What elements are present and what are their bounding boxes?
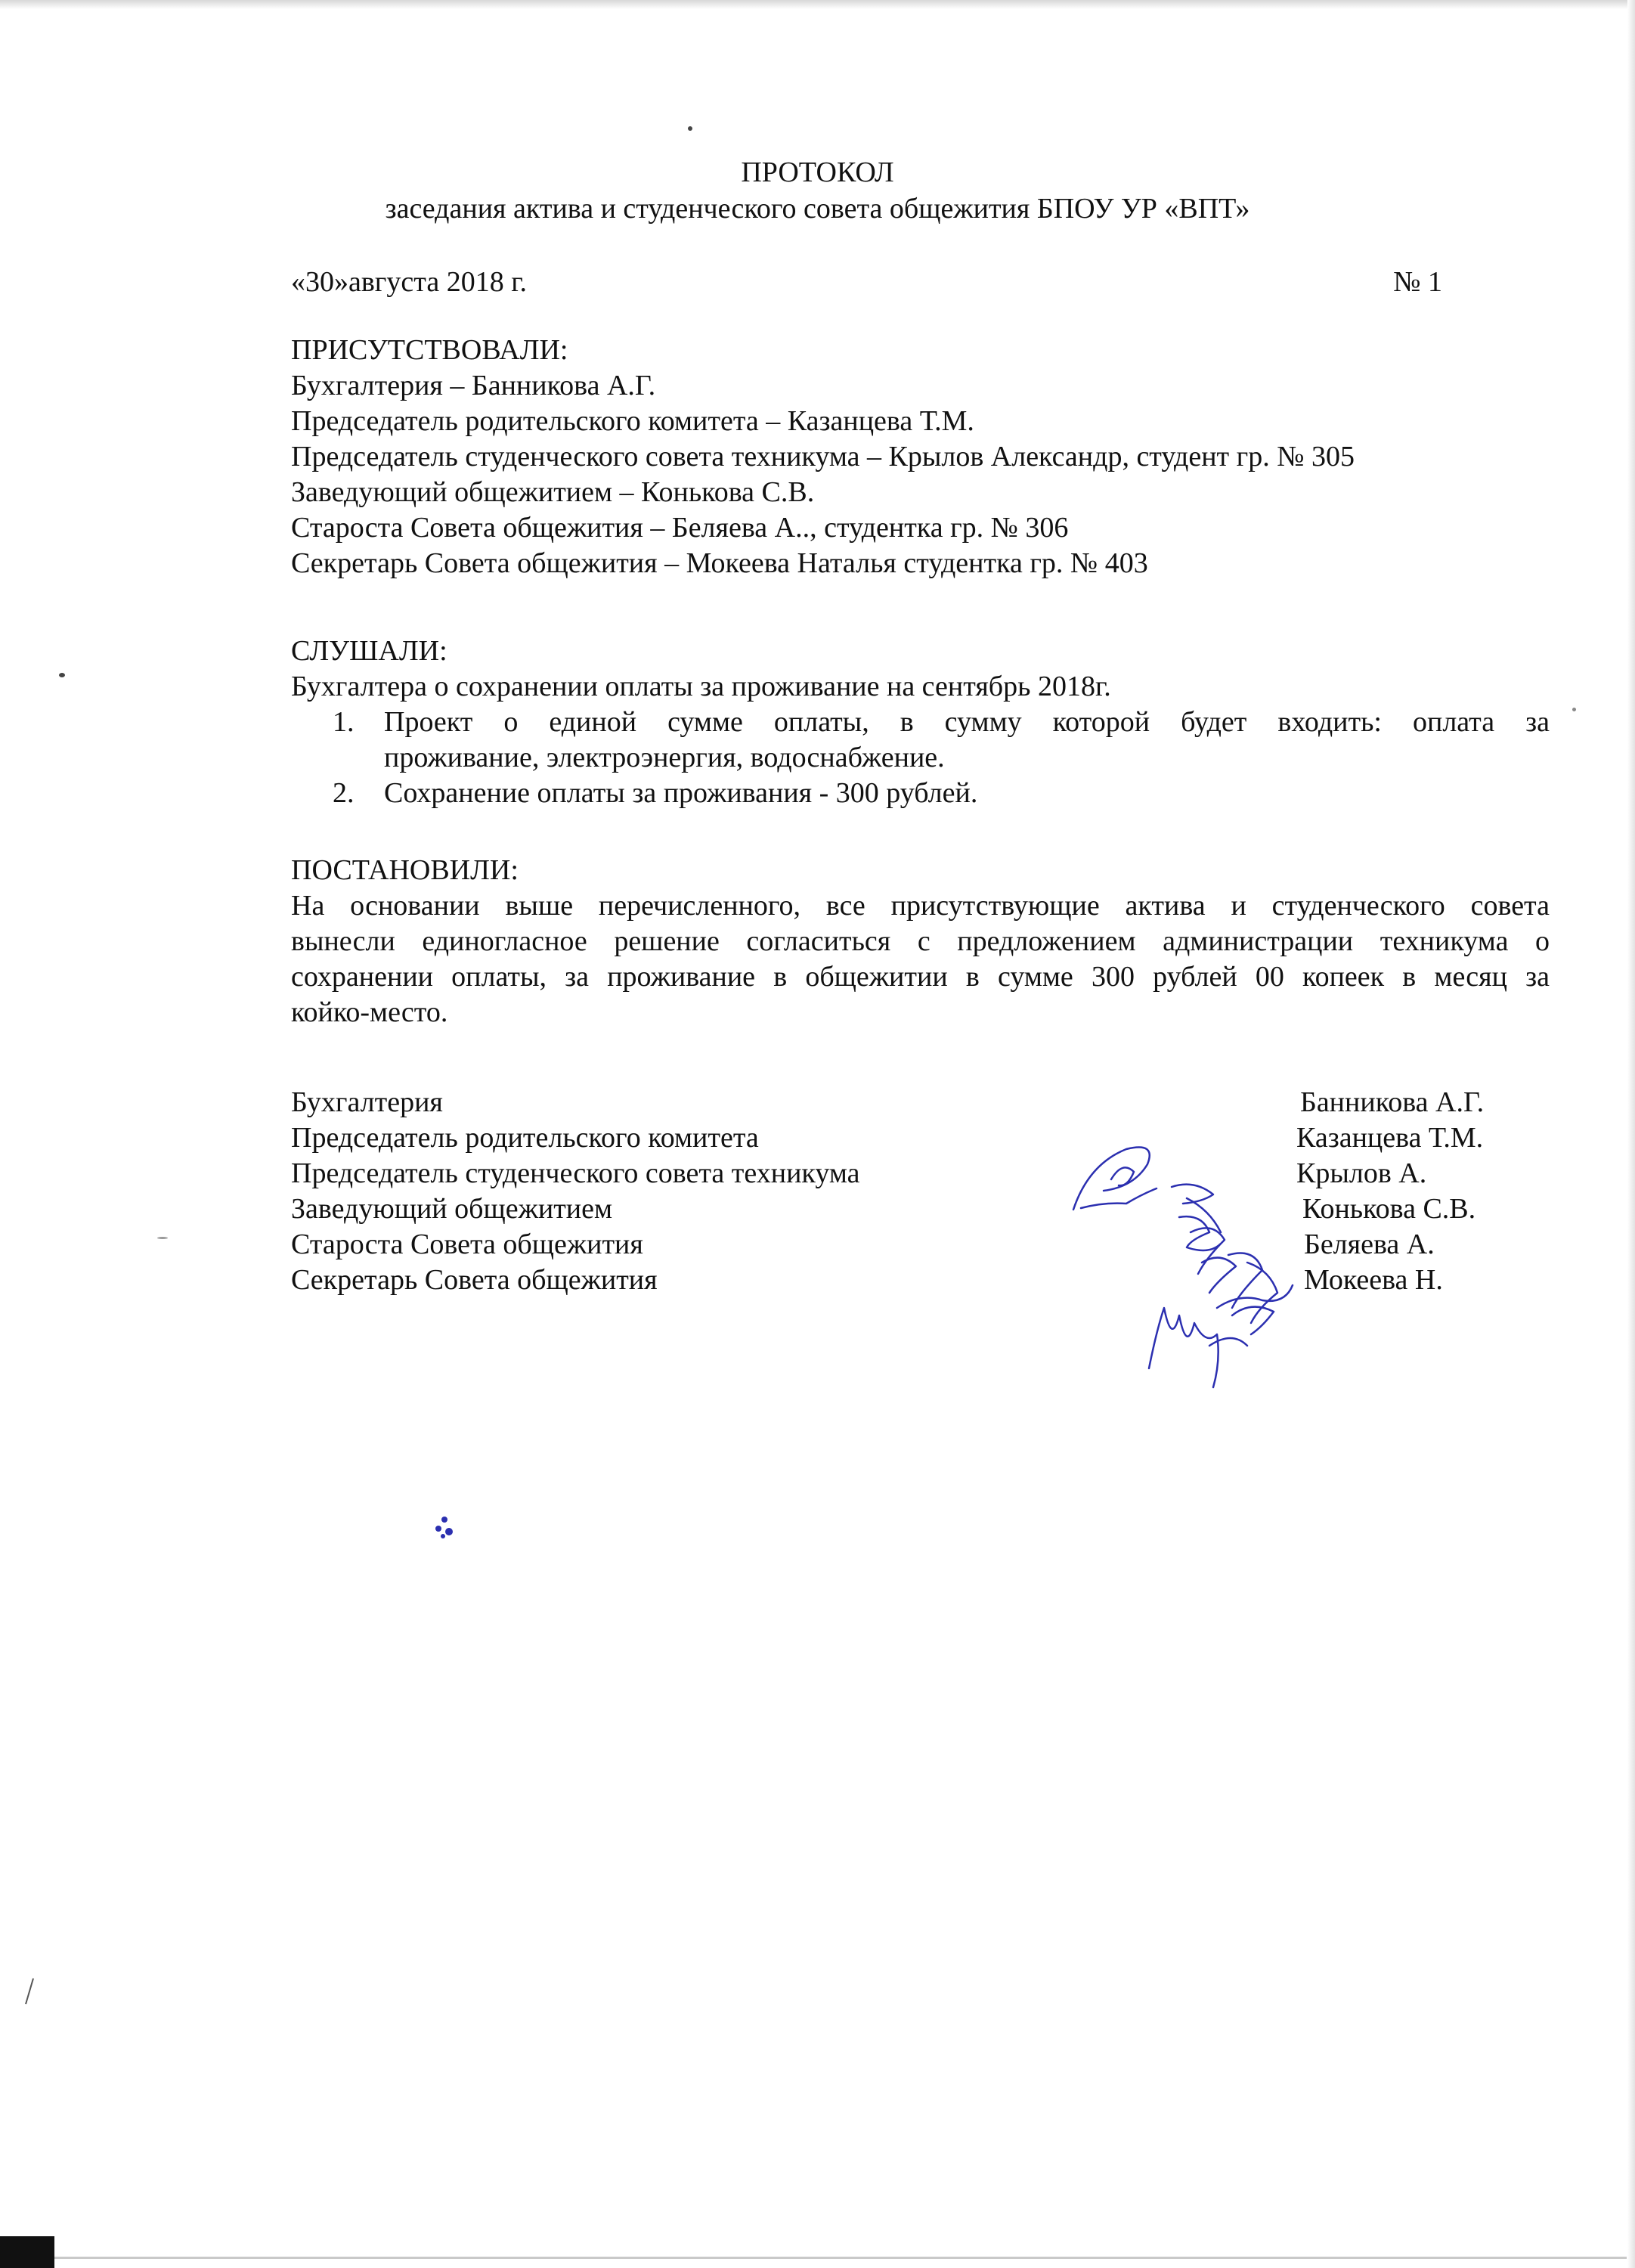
- ink-mark: [431, 1512, 461, 1542]
- signature-name: Крылов А.: [1296, 1157, 1427, 1189]
- heard-heading: СЛУШАЛИ:: [291, 635, 447, 667]
- handwritten-signatures: [1058, 1119, 1300, 1391]
- signature-bannikova: [1073, 1148, 1157, 1210]
- attendees-section: [291, 333, 1550, 581]
- heard-intro: Бухгалтера о сохранении оплаты за проживание на сентябрь 2018г.: [291, 671, 1111, 702]
- list-item-text: Проект о единой сумме оплаты, в сумму которой будет входить: оплата за: [384, 706, 1550, 738]
- attendee-line: Председатель студенческого совета техникума – Крылов Александр, студент гр. № 305: [291, 441, 1355, 472]
- heard-list: [291, 705, 1550, 811]
- list-item-text: проживание, электроэнергия, водоснабжение.: [384, 742, 945, 773]
- signature-role: Председатель родительского комитета: [291, 1122, 759, 1154]
- list-item: [291, 776, 1550, 811]
- scan-corner-mark: [0, 2236, 54, 2268]
- resolved-line: койко-место.: [291, 996, 448, 1028]
- signature-name: Мокеева Н.: [1304, 1264, 1443, 1296]
- signature-konkova: [1202, 1253, 1277, 1324]
- protocol-date: «30»августа 2018 г.: [291, 266, 527, 298]
- resolved-line: На основании выше перечисленного, все присутствующие актива и студенческого совета: [291, 890, 1550, 922]
- scan-stroke: [23, 1977, 38, 2007]
- resolved-line: вынесли единогласное решение согласиться с предложением администрации техникума о: [291, 925, 1550, 957]
- document-subtitle: заседания актива и студенческого совета общежития БПОУ УР «ВПТ»: [385, 193, 1250, 225]
- attendees-heading: ПРИСУТСТВОВАЛИ:: [291, 334, 568, 366]
- scan-speck: [59, 673, 65, 677]
- list-item-number: 1.: [333, 706, 355, 738]
- signature-role: Бухгалтерия: [291, 1086, 443, 1118]
- scan-speck: [157, 1237, 168, 1239]
- signature-name: Беляева А.: [1304, 1228, 1435, 1260]
- scan-bottom-line: [54, 2257, 1627, 2259]
- attendee-line: Бухгалтерия – Банникова А.Г.: [291, 370, 656, 401]
- list-item: [291, 705, 1550, 776]
- document-title: ПРОТОКОЛ: [741, 156, 894, 188]
- heard-section: [291, 634, 1550, 811]
- protocol-number: № 1: [1393, 266, 1442, 298]
- signature-role: Председатель студенческого совета техникума: [291, 1157, 860, 1189]
- signature-kazantseva: [1172, 1185, 1221, 1232]
- scan-speck: [688, 126, 692, 131]
- scan-speck: [1572, 708, 1576, 711]
- signature-name: Конькова С.В.: [1302, 1193, 1476, 1225]
- signature-roles: [291, 1085, 860, 1298]
- scan-edge-right: [1627, 0, 1635, 2268]
- list-item-text: Сохранение оплаты за проживания - 300 рублей.: [384, 777, 978, 809]
- signature-belyaeva: [1217, 1285, 1293, 1334]
- signature-name: Банникова А.Г.: [1300, 1086, 1485, 1118]
- signature-role: Староста Совета общежития: [291, 1228, 643, 1260]
- resolved-line: сохранении оплаты, за проживание в общежитии в сумме 300 рублей 00 копеек в месяц за: [291, 961, 1550, 993]
- signature-name: Казанцева Т.М.: [1296, 1122, 1484, 1154]
- attendee-line: Секретарь Совета общежития – Мокеева Наталья студентка гр. № 403: [291, 547, 1148, 579]
- signature-mokeeva: [1149, 1308, 1247, 1387]
- attendee-line: Староста Совета общежития – Беляева А.., студентка гр. № 306: [291, 512, 1069, 544]
- signature-role: Заведующий общежитием: [291, 1193, 613, 1225]
- resolved-heading: ПОСТАНОВИЛИ:: [291, 854, 519, 886]
- list-item-number: 2.: [333, 777, 355, 809]
- attendee-line: Заведующий общежитием – Конькова С.В.: [291, 476, 815, 508]
- resolved-section: [291, 853, 1550, 1030]
- signature-role: Секретарь Совета общежития: [291, 1264, 658, 1296]
- scan-edge-top: [0, 0, 1635, 9]
- attendee-line: Председатель родительского комитета – Казанцева Т.М.: [291, 405, 974, 437]
- signature-names: [1296, 1085, 1484, 1298]
